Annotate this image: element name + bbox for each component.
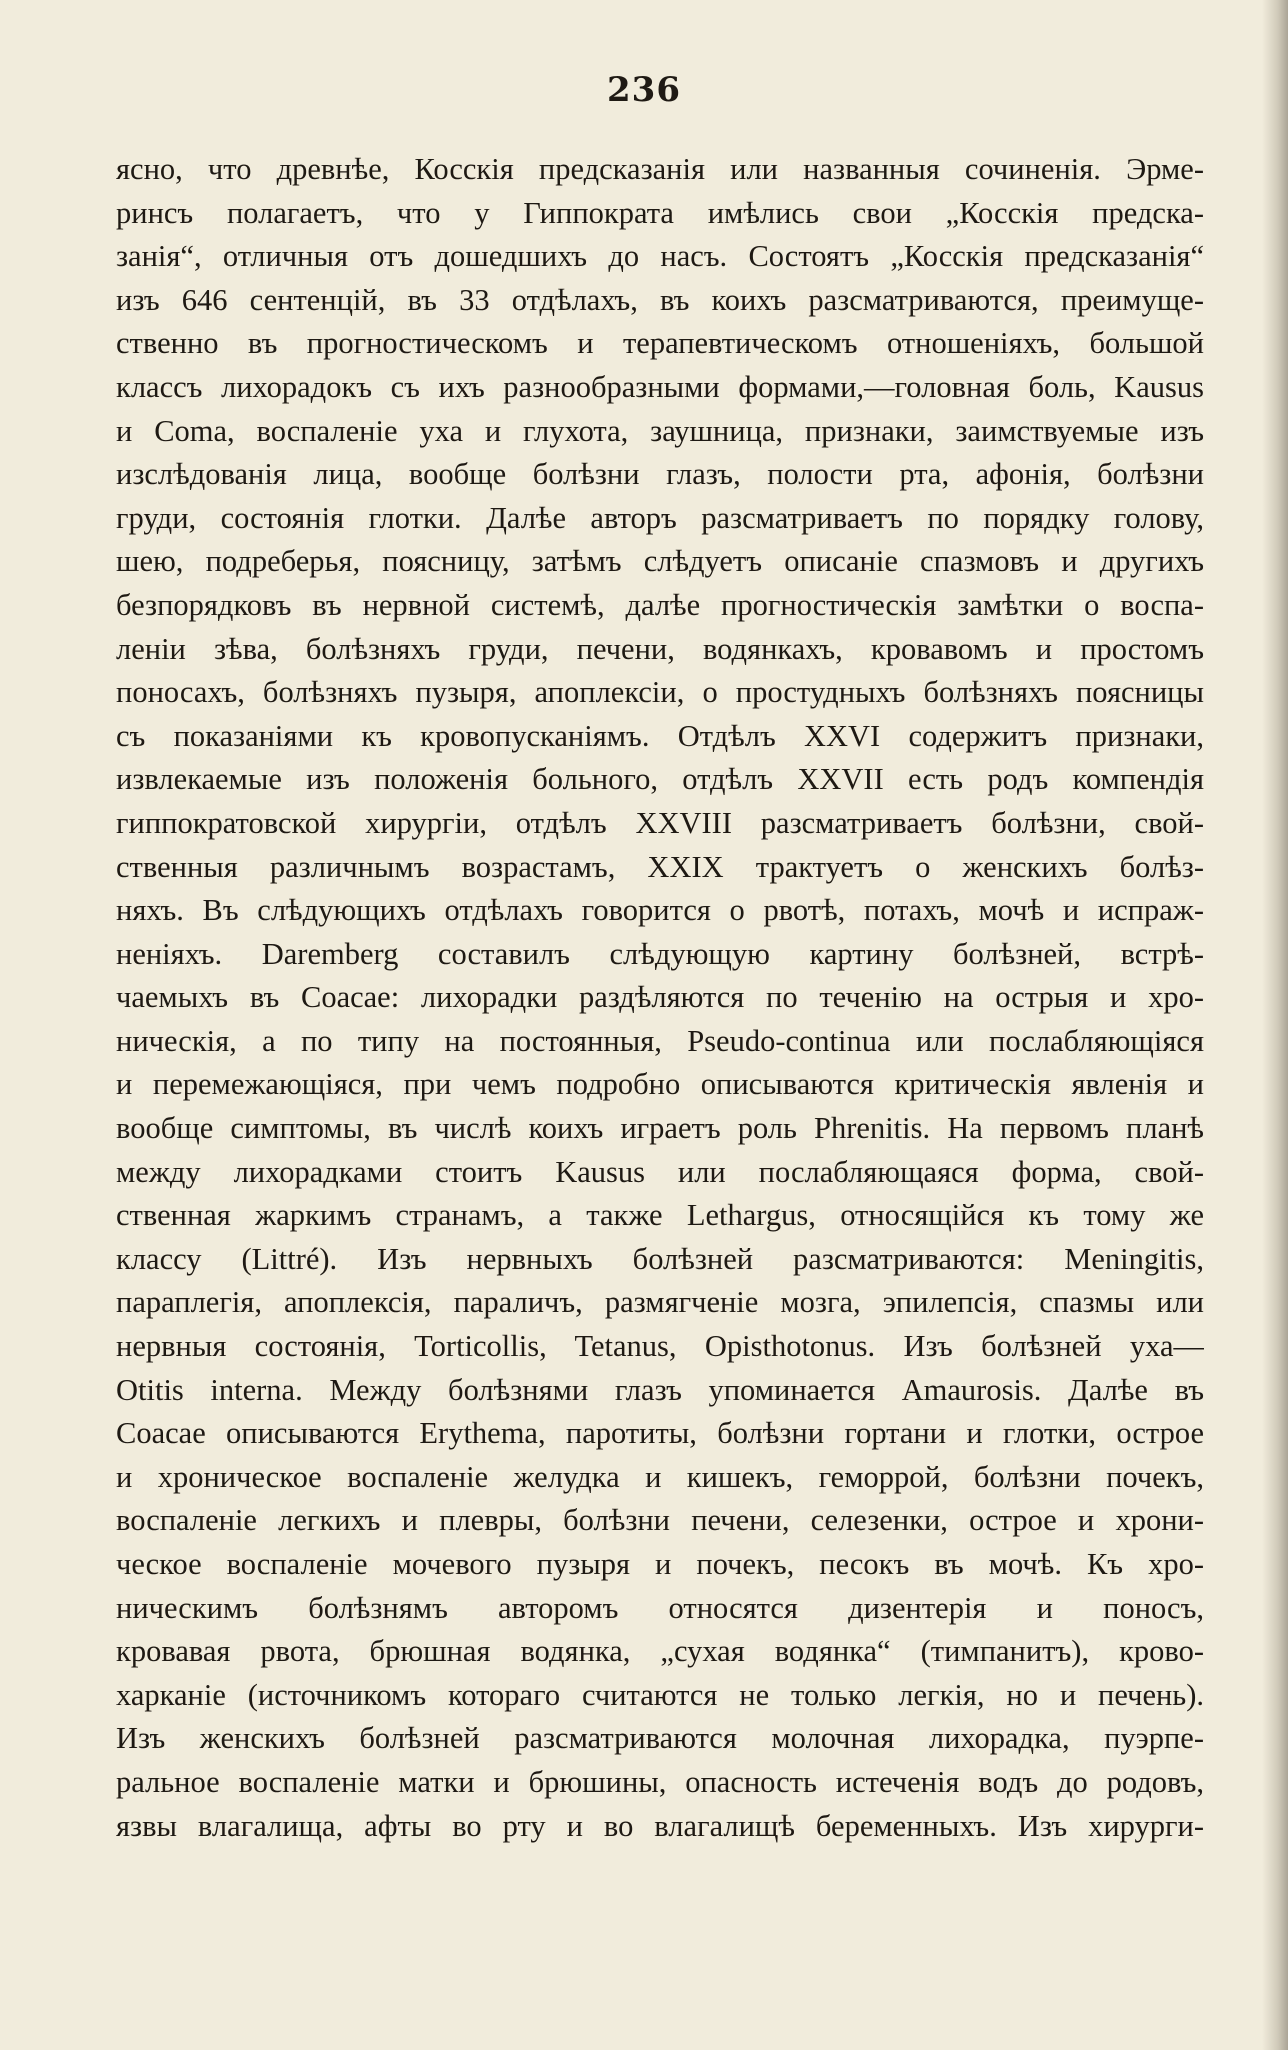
text-line: ственныя различнымъ возрастамъ, XXIX трактуетъ о женскихъ болѣз- — [116, 849, 1204, 884]
text-line: занія“, отличныя отъ дошедшихъ до насъ. Состоятъ „Косскія предсказанія“ — [116, 239, 1204, 274]
text-line: изъ 646 сентенцій, въ 33 отдѣлахъ, въ коихъ разсматриваются, преимуще- — [116, 282, 1204, 317]
text-line: ральное воспаленіе матки и брюшины, опасность истеченія водъ до родовъ, — [116, 1764, 1204, 1799]
text-line: и хроническое воспаленіе желудка и кишекъ, геморрой, болѣзни почекъ, — [116, 1459, 1204, 1494]
text-line: ринсъ полагаетъ, что у Гиппократа имѣлись свои „Косскія предска- — [116, 195, 1204, 230]
text-line: параплегія, апоплексія, параличъ, размягченіе мозга, эпилепсія, спазмы или — [116, 1285, 1204, 1320]
text-line: изслѣдованія лица, вообще болѣзни глазъ, полости рта, афонія, болѣзни — [116, 457, 1204, 492]
text-line: кровавая рвота, брюшная водянка, „сухая водянка“ (тимпанитъ), крово- — [116, 1634, 1204, 1669]
text-line: классъ лихорадокъ съ ихъ разнообразными формами,—головная боль, Kausus — [116, 369, 1204, 404]
text-line: между лихорадками стоитъ Kausus или послабляющаяся форма, свой- — [116, 1154, 1204, 1189]
text-line: чаемыхъ въ Coacae: лихорадки раздѣляются по теченію на острыя и хро- — [116, 980, 1204, 1015]
text-line: ственная жаркимъ странамъ, а также Lethargus, относящійся къ тому же — [116, 1198, 1204, 1233]
text-line: ческое воспаленіе мочевого пузыря и почекъ, песокъ въ мочѣ. Къ хро- — [116, 1547, 1204, 1581]
text-line: воспаленіе легкихъ и плевры, болѣзни печени, селезенки, острое и хрони- — [116, 1503, 1204, 1538]
text-line: неніяхъ. Daremberg составилъ слѣдующую картину болѣзней, встрѣ- — [116, 936, 1204, 971]
text-line: ническія, а по типу на постоянныя, Pseudo-continua или послабляющіяся — [116, 1023, 1204, 1058]
text-line: Изъ женскихъ болѣзней разсматриваются молочная лихорадка, пуэрпе- — [116, 1721, 1204, 1756]
text-line: леніи зѣва, болѣзняхъ груди, печени, водянкахъ, кровавомъ и простомъ — [116, 631, 1204, 666]
text-line: ясно, что древнѣе, Косскія предсказанія или названныя сочиненія. Эрме- — [116, 152, 1204, 186]
text-line: харканіе (источникомъ котораго считаются не только легкія, но и печень). — [116, 1677, 1204, 1712]
text-line: вообще симптомы, въ числѣ коихъ играетъ роль Phrenitis. На первомъ планѣ — [116, 1111, 1204, 1146]
text-line: няхъ. Въ слѣдующихъ отдѣлахъ говорится о рвотѣ, потахъ, мочѣ и испраж- — [116, 893, 1204, 928]
text-line: безпорядковъ въ нервной системѣ, далѣе прогностическія замѣтки о воспа- — [116, 587, 1204, 622]
page-edge-shadow — [1262, 0, 1288, 2050]
text-line: язвы влагалища, афты во рту и во влагалищѣ беременныхъ. Изъ хирурги- — [116, 1808, 1204, 1843]
text-line: классу (Littré). Изъ нервныхъ болѣзней разсматриваются: Meningitis, — [116, 1241, 1204, 1276]
body-text — [116, 148, 1204, 1848]
text-line: Coacae описываются Erythema, паротиты, болѣзни гортани и глотки, острое — [116, 1416, 1204, 1451]
text-line: ственно въ прогностическомъ и терапевтическомъ отношеніяхъ, большой — [116, 326, 1204, 361]
text-line: Otitis interna. Между болѣзнями глазъ упоминается Amaurosis. Далѣе въ — [116, 1372, 1204, 1407]
text-line: поносахъ, болѣзняхъ пузыря, апоплексіи, о простудныхъ болѣзняхъ поясницы — [116, 675, 1204, 710]
page-number: 236 — [607, 70, 681, 110]
text-line: съ показаніями къ кровопусканіямъ. Отдѣлъ XXVI содержитъ признаки, — [116, 718, 1204, 753]
text-line: и Coma, воспаленіе уха и глухота, заушница, признаки, заимствуемые изъ — [116, 413, 1204, 448]
text-line: гиппократовской хирургіи, отдѣлъ XXVIII разсматриваетъ болѣзни, свой- — [116, 805, 1204, 840]
text-line: и перемежающіяся, при чемъ подробно описываются критическія явленія и — [116, 1067, 1204, 1102]
text-line: нервныя состоянія, Torticollis, Tetanus, Opisthotonus. Изъ болѣзней уха— — [116, 1329, 1204, 1364]
text-line: груди, состоянія глотки. Далѣе авторъ разсматриваетъ по порядку голову, — [116, 500, 1204, 535]
text-line: ническимъ болѣзнямъ авторомъ относятся дизентерія и поносъ, — [116, 1590, 1204, 1625]
text-line: извлекаемые изъ положенія больного, отдѣлъ XXVII есть родъ компендія — [116, 762, 1204, 797]
text-line: шею, подреберья, поясницу, затѣмъ слѣдуетъ описаніе спазмовъ и другихъ — [116, 544, 1204, 579]
